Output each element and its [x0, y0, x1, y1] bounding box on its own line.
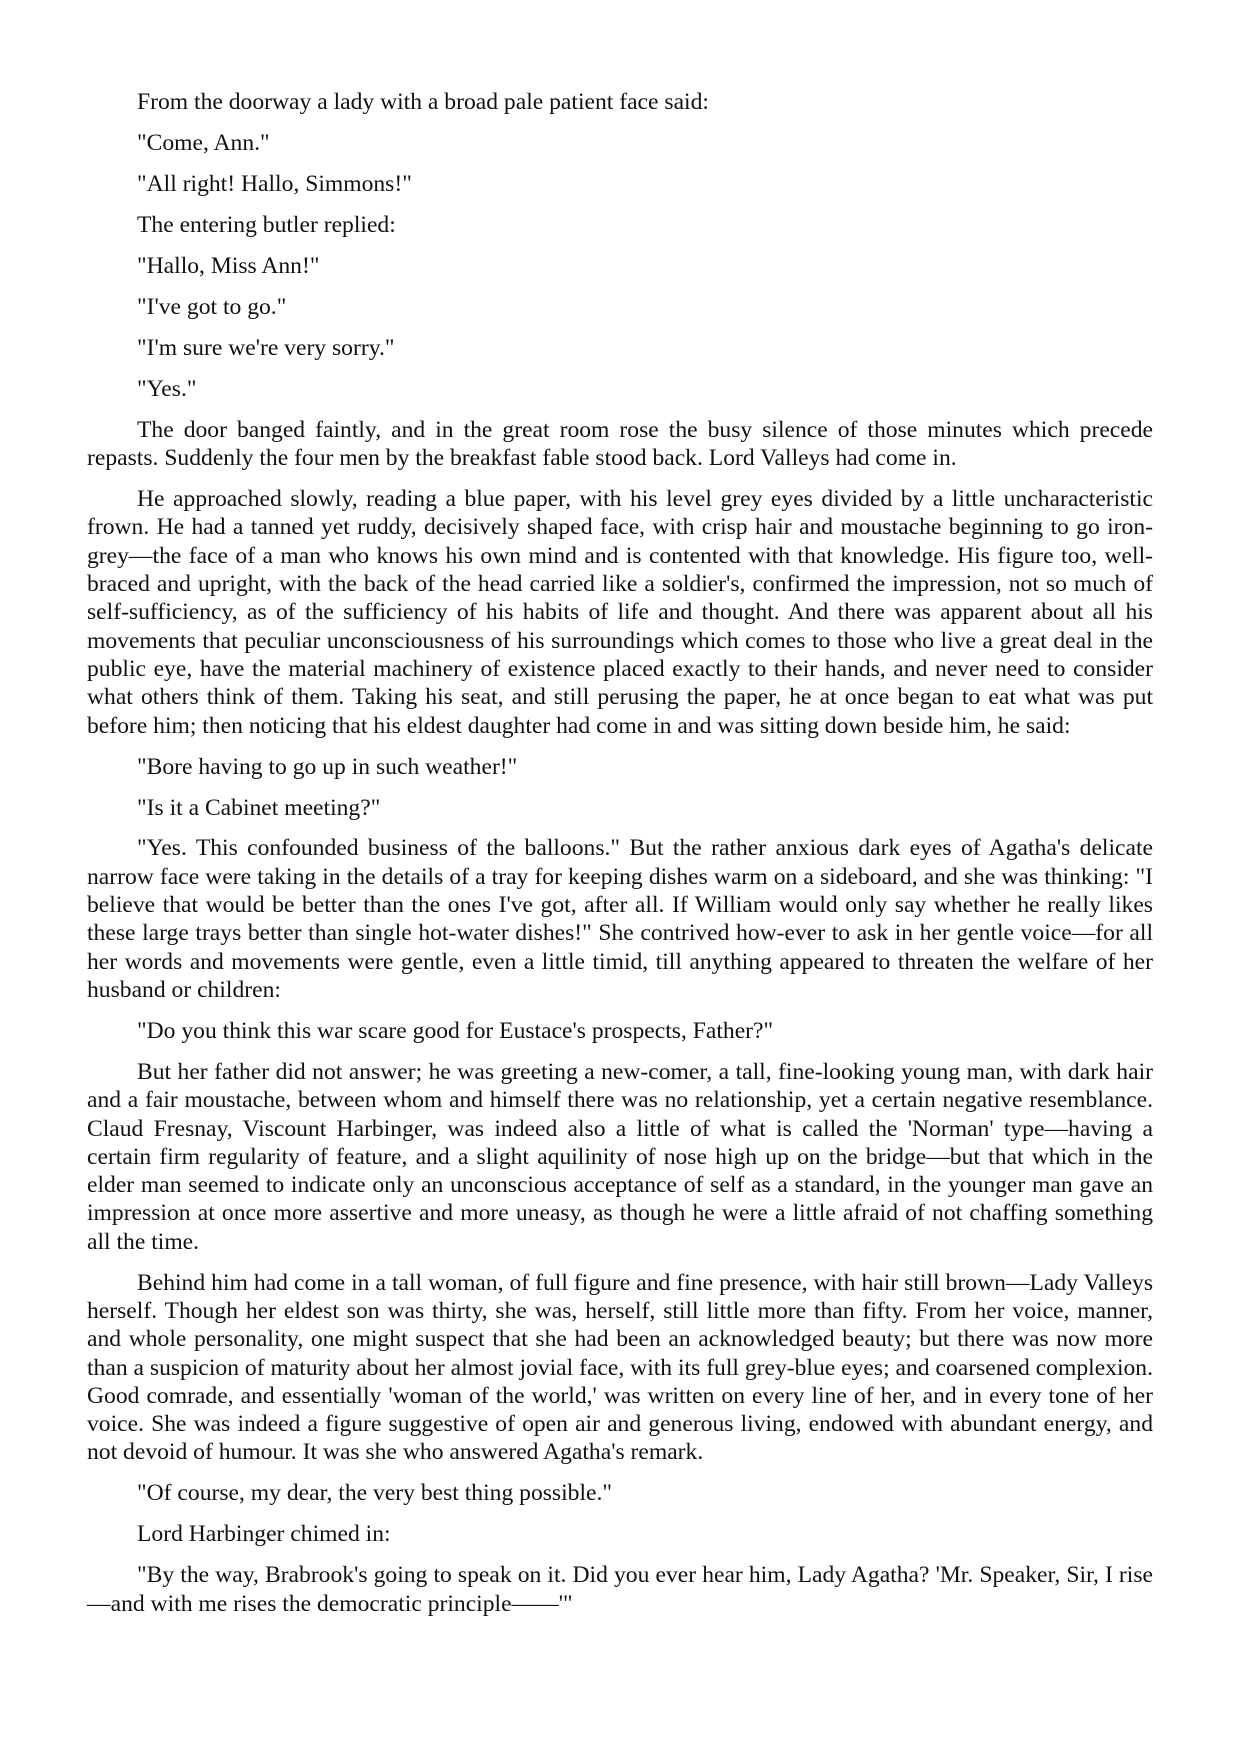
paragraph: Behind him had come in a tall woman, of full figure and fine presence, with hair still brown—Lady Valleys herself. Though her eldest son was thirty, she was, herself, still little more than fifty. From her voice, manner, and whole personality, one might suspect that she had been an acknowledged beauty; but there was now more than a suspicion of maturity about her almost jovial face, with its full grey-blue eyes; and coarsened complexion. Good comrade, and essentially 'woman of the world,' was written on every line of her, and in every tone of her voice. She was indeed a figure suggestive of open air and generous living, endowed with abundant energy, and not devoid of humour. It was she who answered Agatha's remark.	[87, 1269, 1154, 1466]
paragraph: "I've got to go."	[137, 293, 287, 320]
paragraph: The door banged faintly, and in the great room rose the busy silence of those minutes which precede repasts. Suddenly the four men by the breakfast fable stood back. Lord Valleys had come in.	[87, 416, 1153, 472]
paragraph: "By the way, Brabrook's going to speak on it. Did you ever hear him, Lady Agatha? 'Mr. Speaker, Sir, I rise—and with me rises the democratic principle——'"	[87, 1562, 1153, 1617]
paragraph: "Yes."	[137, 375, 197, 402]
paragraph: Lord Harbinger chimed in:	[137, 1521, 391, 1548]
paragraph: "Do you think this war scare good for Eustace's prospects, Father?"	[137, 1017, 774, 1044]
paragraph: From the doorway a lady with a broad pale patient face said:	[137, 89, 709, 115]
paragraph: He approached slowly, reading a blue paper, with his level grey eyes divided by a little uncharacteristic frown. He had a tanned yet ruddy, decisively shaped face, with crisp hair and moustache beginning to go iron-grey—the face of a man who knows his own mind and is contented with that knowledge. His figure too, well-braced and upright, with the back of the head carried like a soldier's, confirmed the impression, not so much of self-sufficiency, as of the sufficiency of his habits of life and thought. And there was apparent about all his movements that peculiar unconsciousness of his surroundings which comes to those who live a great deal in the public eye, have the material machinery of existence placed exactly to their hands, and never need to consider what others think of them. Taking his seat, and still perusing the paper, he at once began to eat what was put before him; then noticing that his eldest daughter had come in and was sitting down beside him, he said:	[87, 486, 1153, 739]
paragraph: But her father did not answer; he was greeting a new-comer, a tall, fine-looking young man, with dark hair and a fair moustache, between whom and himself there was no relationship, yet a certain negative resemblance. Claud Fresnay, Viscount Harbinger, was indeed also a little of what is called the 'Norman' type—having a certain firm regularity of feature, and a slight aquilinity of nose high up on the bridge—but that which in the elder man seemed to indicate only an unconscious acceptance of self as a standard, in the younger man gave an impression at once more assertive and more uneasy, as though he were a little afraid of not chaffing something all the time.	[87, 1058, 1153, 1255]
paragraph: "Yes. This confounded business of the balloons." But the rather anxious dark eyes of Agatha's delicate narrow face were taking in the details of a tray for keeping dishes warm on a sideboard, and she was thinking: "I believe that would be better than the ones I've got, after all. If William would only say whether he really likes these large trays better than single hot-water dishes!" She contrived how-ever to ask in her gentle voice—for all her words and movements were gentle, even a little timid, till anything appeared to threaten the welfare of her husband or children:	[87, 835, 1153, 1003]
paragraph: The entering butler replied:	[137, 211, 396, 238]
paragraph: "I'm sure we're very sorry."	[137, 334, 395, 361]
paragraph: "All right! Hallo, Simmons!"	[137, 170, 412, 197]
paragraph: "Of course, my dear, the very best thing possible."	[137, 1480, 613, 1507]
paragraph: "Come, Ann."	[137, 129, 270, 156]
paragraph: "Hallo, Miss Ann!"	[137, 252, 320, 279]
paragraph: "Bore having to go up in such weather!"	[137, 753, 518, 780]
paragraph: "Is it a Cabinet meeting?"	[137, 794, 381, 821]
book-page	[87, 88, 1153, 1631]
